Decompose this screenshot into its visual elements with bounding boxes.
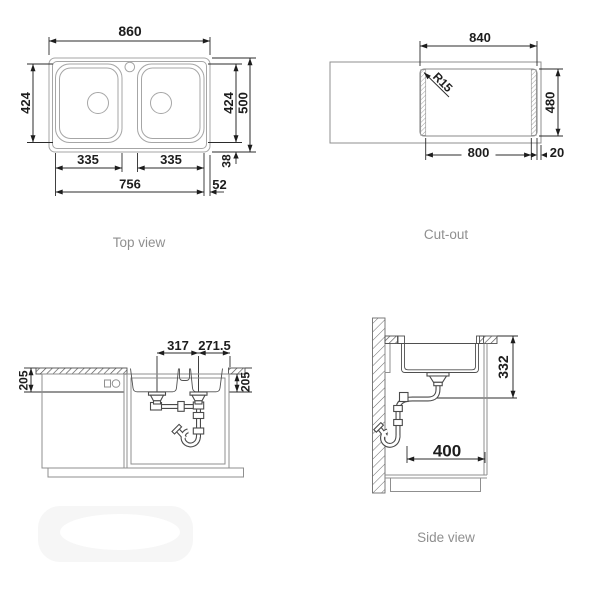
side-view-drawing <box>373 318 519 545</box>
dim-depth-right: 205 <box>238 371 253 393</box>
cutout-caption: Cut-out <box>423 227 469 242</box>
dim-cutout-offset: 20 <box>549 145 565 160</box>
front-right-bowl <box>191 369 223 392</box>
dim-drain-to-edge: 271.5 <box>198 338 231 353</box>
tap-hole <box>125 62 135 72</box>
dim-bowl-width-left: 335 <box>77 152 99 167</box>
dim-overall-depth: 500 <box>235 92 251 114</box>
left-bowl-outer <box>56 64 123 143</box>
sink-cabinet-inner <box>131 378 225 464</box>
top-view-caption: Top view <box>112 235 166 250</box>
sink-inner-rim <box>53 62 207 149</box>
dim-bowls-overall: 756 <box>119 176 141 192</box>
right-drain-hole <box>151 93 172 114</box>
dim-corner-radius: R15 <box>429 69 456 96</box>
right-bowl-outer <box>138 64 205 143</box>
front-left-bowl <box>131 369 179 392</box>
worktop-back <box>385 336 398 344</box>
front-view-drawing <box>17 338 253 477</box>
top-view-drawing <box>18 23 256 250</box>
control-square <box>105 380 111 387</box>
left-bowl-inner <box>60 68 119 139</box>
left-drain-hole <box>88 93 109 114</box>
dim-clearance-depth: 400 <box>432 441 462 461</box>
dim-bowl-depth-right: 424 <box>221 92 236 114</box>
dim-depth-left: 205 <box>16 370 31 391</box>
wall-batten <box>385 344 390 373</box>
side-view-caption: Side view <box>417 530 475 545</box>
front-waste-pipes <box>151 402 204 445</box>
plinth <box>48 468 244 477</box>
wall-section <box>373 318 386 493</box>
watermark-blob <box>38 506 193 562</box>
sink-cabinet-outer <box>127 374 229 468</box>
dim-drain-height: 332 <box>495 355 511 379</box>
cutout-strip-right <box>531 70 536 136</box>
dim-cutout-base-width: 800 <box>467 145 490 160</box>
side-drain-fitting <box>427 373 449 386</box>
side-sink-section <box>398 336 484 373</box>
worktop-front <box>480 336 498 344</box>
dim-bowl-depth-left: 424 <box>18 92 33 114</box>
dim-rim-side: 52 <box>212 177 227 192</box>
dim-rim-front: 38 <box>219 154 234 168</box>
dim-drain-spacing: 317 <box>167 338 189 353</box>
dim-bowl-width-right: 335 <box>160 152 182 167</box>
dim-overall-width: 860 <box>118 23 142 39</box>
dishwasher-cabinet <box>42 374 124 468</box>
cutout-view-drawing <box>330 30 564 242</box>
dim-cutout-width: 840 <box>469 30 491 45</box>
control-knob <box>112 380 120 388</box>
cutout-strip-left <box>421 70 426 136</box>
dim-cutout-depth: 480 <box>542 91 558 114</box>
worktop-left <box>36 368 127 374</box>
